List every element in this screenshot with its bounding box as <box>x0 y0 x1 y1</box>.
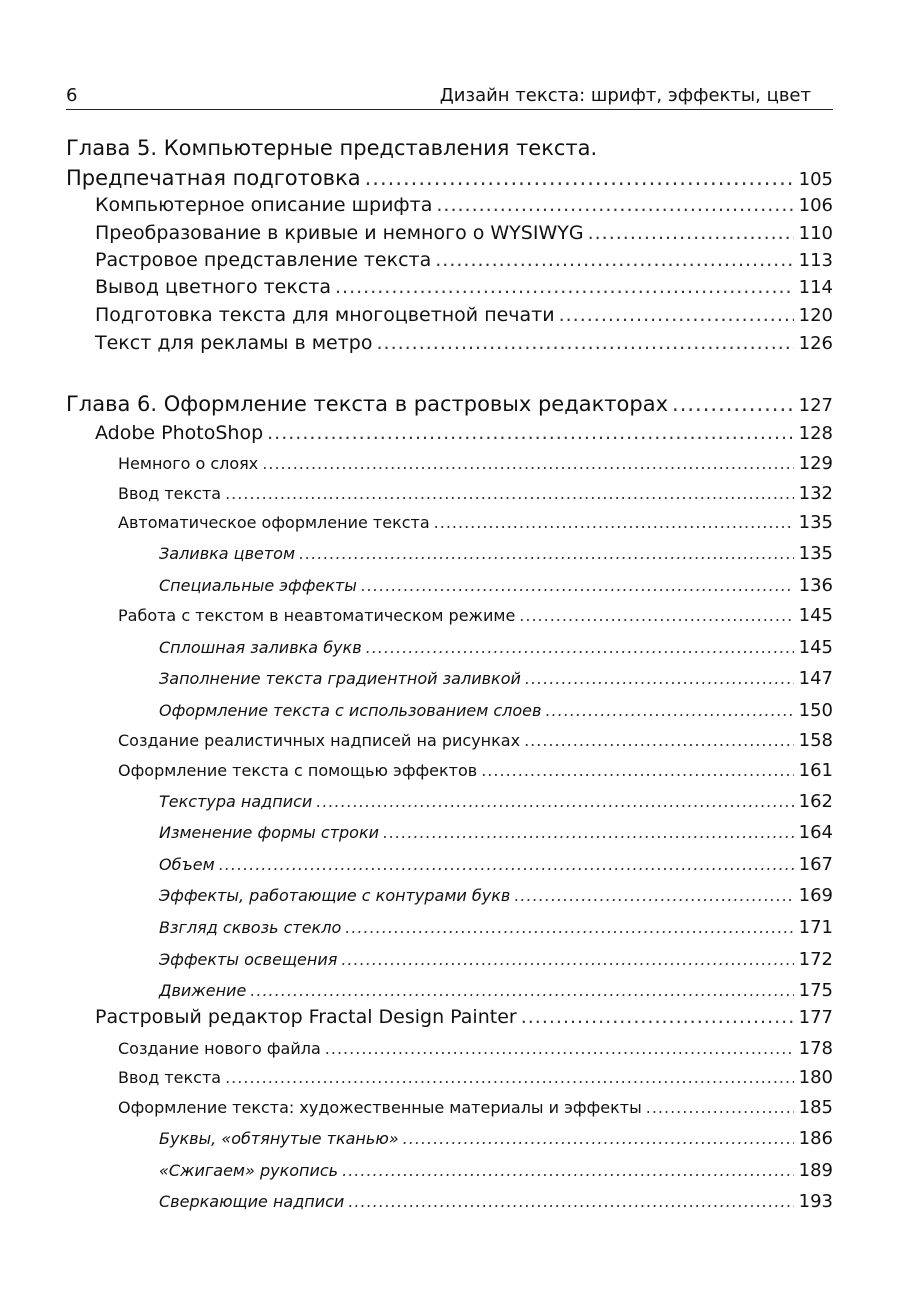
toc-entry-title: Оформление текста с помощью эффектов <box>118 761 478 780</box>
toc-entry-title: Заливка цветом <box>159 544 296 563</box>
chapter-5-entry[interactable] <box>66 166 833 190</box>
leader-dots <box>481 761 794 780</box>
toc-entry[interactable] <box>66 730 833 751</box>
leader-dots <box>376 332 794 354</box>
toc-entry-title: Adobe PhotoShop <box>95 422 264 444</box>
leader-dots <box>435 249 794 271</box>
page-ref: 180 <box>798 1067 833 1088</box>
leader-dots <box>672 392 794 416</box>
toc-entry[interactable] <box>66 605 833 626</box>
toc-entry[interactable] <box>66 332 833 354</box>
leader-dots <box>262 454 794 473</box>
page-ref: 185 <box>798 1097 833 1118</box>
leader-dots <box>524 731 794 750</box>
page-ref: 162 <box>798 791 833 812</box>
page-ref: 161 <box>798 760 833 781</box>
toc-entry-title: Текстура надписи <box>159 792 313 811</box>
toc-entry-title: Буквы, «обтянутые тканью» <box>159 1129 399 1148</box>
page-ref: 186 <box>798 1128 833 1149</box>
toc-entry-title: Текст для рекламы в метро <box>95 332 373 354</box>
page-ref: 120 <box>798 305 833 326</box>
toc-entry[interactable] <box>66 668 833 689</box>
toc-entry-title: Сплошная заливка букв <box>159 638 362 657</box>
page-ref: 106 <box>798 195 833 216</box>
toc-entry[interactable] <box>66 1067 833 1088</box>
leader-dots <box>225 484 794 503</box>
leader-dots <box>348 1192 794 1211</box>
toc-entry-title: Ввод текста <box>118 1068 222 1087</box>
toc-entry-title: Заполнение текста градиентной заливкой <box>159 669 521 688</box>
toc-entry[interactable] <box>66 222 833 244</box>
toc-entry-title: Немного о слоях <box>118 454 259 473</box>
toc-entry-title: Ввод текста <box>118 484 222 503</box>
leader-dots <box>545 701 794 720</box>
page-ref: 110 <box>798 223 833 244</box>
leader-dots <box>403 1129 794 1148</box>
toc-entry-title: Компьютерное описание шрифта <box>95 194 433 216</box>
page-ref: 132 <box>798 483 833 504</box>
toc-entry-title: Движение <box>159 981 247 1000</box>
page-ref: 172 <box>798 949 833 970</box>
leader-dots <box>434 513 794 532</box>
toc-entry[interactable] <box>66 885 833 906</box>
page-ref: 178 <box>798 1038 833 1059</box>
toc-entry-title: Автоматическое оформление текста <box>118 513 430 532</box>
toc-entry[interactable] <box>66 980 833 1001</box>
leader-dots <box>325 1039 794 1058</box>
toc-entry[interactable] <box>66 1160 833 1181</box>
leader-dots <box>646 1098 794 1117</box>
leader-dots <box>559 304 794 326</box>
toc-entry[interactable] <box>66 760 833 781</box>
chapter-5-title-line1: Глава 5. Компьютерные представления текста. <box>66 136 598 160</box>
page-ref: 193 <box>798 1191 833 1212</box>
toc-entry[interactable] <box>66 1128 833 1149</box>
toc-entry[interactable] <box>66 453 833 474</box>
toc-entry[interactable] <box>66 854 833 875</box>
leader-dots <box>365 166 794 190</box>
page-ref: 135 <box>798 512 833 533</box>
leader-dots <box>345 918 794 937</box>
toc-entry[interactable] <box>66 637 833 658</box>
toc-entry-title: Оформление текста: художественные материалы и эффекты <box>118 1098 642 1117</box>
toc-entry-title: Специальные эффекты <box>159 576 357 595</box>
leader-dots <box>383 823 794 842</box>
toc-entry[interactable] <box>66 575 833 596</box>
toc-entry-title: Растровое представление текста <box>95 249 432 271</box>
leader-dots <box>514 886 794 905</box>
toc-entry[interactable] <box>66 304 833 326</box>
toc-entry-title: Изменение формы строки <box>159 823 380 842</box>
toc-entry[interactable] <box>66 543 833 564</box>
toc-entry-title: Взгляд сквозь стекло <box>159 918 342 937</box>
toc-entry-title: Объем <box>159 855 215 874</box>
toc-entry-title: Оформление текста с использованием слоев <box>159 701 542 720</box>
toc-entry[interactable] <box>66 512 833 533</box>
toc-entry-title: Работа с текстом в неавтоматическом режиме <box>118 606 516 625</box>
toc-entry[interactable] <box>66 1038 833 1059</box>
page-ref: 145 <box>798 605 833 626</box>
toc-entry[interactable] <box>66 700 833 721</box>
toc-entry[interactable] <box>66 791 833 812</box>
toc-entry-title: «Сжигаем» рукопись <box>159 1161 339 1180</box>
page-header <box>66 82 833 110</box>
chapter-6-title: Глава 6. Оформление текста в растровых редакторах <box>66 392 669 416</box>
running-title: Дизайн текста: шрифт, эффекты, цвет <box>439 85 811 106</box>
toc-entry[interactable] <box>66 422 833 444</box>
page-ref: 145 <box>798 637 833 658</box>
page-ref: 150 <box>798 700 833 721</box>
toc-entry-title: Сверкающие надписи <box>159 1192 345 1211</box>
page-ref: 167 <box>798 854 833 875</box>
leader-dots <box>267 422 794 444</box>
toc-entry[interactable] <box>66 822 833 843</box>
leader-dots <box>316 792 794 811</box>
leader-dots <box>361 576 794 595</box>
toc-entry[interactable] <box>66 483 833 504</box>
page-ref: 129 <box>798 453 833 474</box>
leader-dots <box>436 194 794 216</box>
leader-dots <box>588 222 794 244</box>
leader-dots <box>250 981 794 1000</box>
toc-entry[interactable] <box>66 194 833 216</box>
page-ref: 171 <box>798 917 833 938</box>
toc-entry[interactable] <box>66 1006 833 1028</box>
chapter-6-entry[interactable] <box>66 392 833 416</box>
toc-entry-title: Эффекты освещения <box>159 950 338 969</box>
toc-entry[interactable] <box>66 917 833 938</box>
leader-dots <box>335 276 794 298</box>
toc-entry[interactable] <box>66 949 833 970</box>
page-ref: 136 <box>798 575 833 596</box>
leader-dots <box>519 606 794 625</box>
leader-dots <box>225 1068 794 1087</box>
toc-entry-title: Эффекты, работающие с контурами букв <box>159 886 511 905</box>
chapter-5-title-line2: Предпечатная подготовка <box>66 166 361 190</box>
page-ref: 114 <box>798 277 833 298</box>
page-ref: 127 <box>798 395 833 416</box>
toc-entry[interactable] <box>66 1097 833 1118</box>
toc-entry-title: Растровый редактор Fractal Design Painter <box>95 1006 517 1028</box>
toc-entry[interactable] <box>66 1191 833 1212</box>
page-ref: 158 <box>798 730 833 751</box>
page-ref: 105 <box>798 169 833 190</box>
page-ref: 189 <box>798 1160 833 1181</box>
toc-entry-title: Подготовка текста для многоцветной печати <box>95 304 555 326</box>
toc-entry[interactable] <box>66 276 833 298</box>
leader-dots <box>342 1161 794 1180</box>
page-ref: 128 <box>798 423 833 444</box>
leader-dots <box>341 950 794 969</box>
toc-entry-title: Создание нового файла <box>118 1039 321 1058</box>
toc-entry[interactable] <box>66 249 833 271</box>
leader-dots <box>299 544 794 563</box>
leader-dots <box>366 638 794 657</box>
leader-dots <box>219 855 794 874</box>
leader-dots <box>521 1006 794 1028</box>
toc-entry-title: Создание реалистичных надписей на рисунках <box>118 731 521 750</box>
page-ref: 169 <box>798 885 833 906</box>
page-ref: 126 <box>798 333 833 354</box>
leader-dots <box>525 669 794 688</box>
page-ref: 135 <box>798 543 833 564</box>
page-ref: 113 <box>798 250 833 271</box>
page-number: 6 <box>66 85 78 106</box>
page-ref: 177 <box>798 1007 833 1028</box>
toc-entry-title: Вывод цветного текста <box>95 276 332 298</box>
toc-entry-title: Преобразование в кривые и немного о WYSIWYG <box>95 222 584 244</box>
page-ref: 164 <box>798 822 833 843</box>
page-ref: 175 <box>798 980 833 1001</box>
page-ref: 147 <box>798 668 833 689</box>
